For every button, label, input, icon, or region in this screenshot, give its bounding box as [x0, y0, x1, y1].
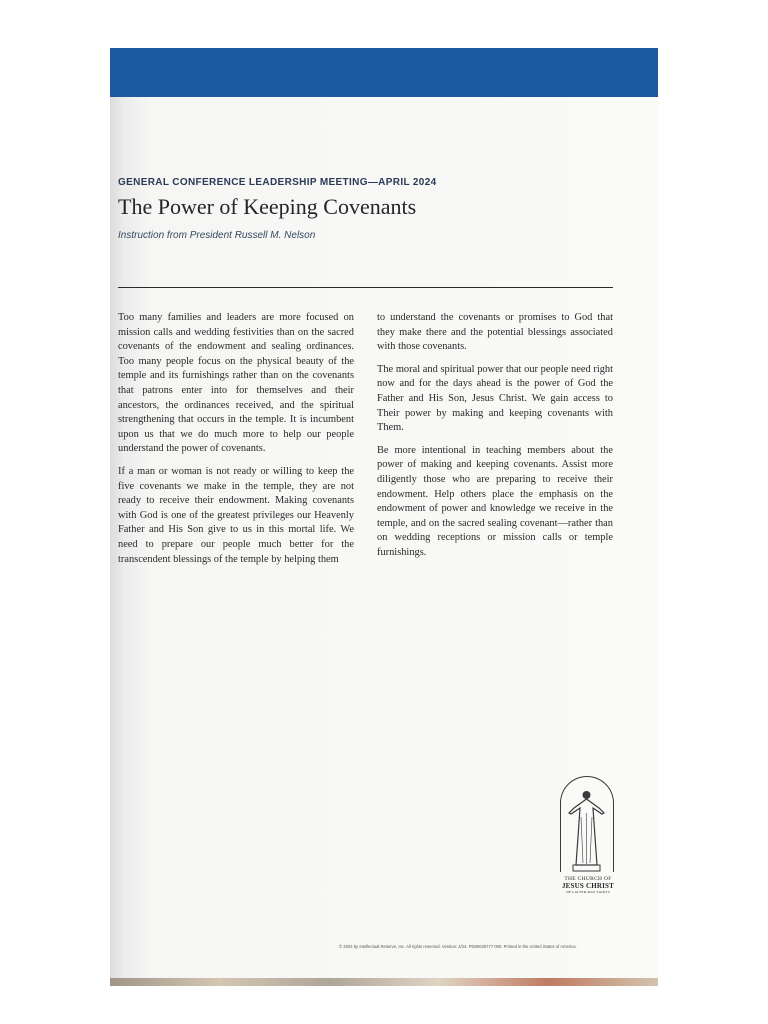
- paragraph: The moral and spiritual power that our people need right now and for the days ahead is the power of God the Father and His Son, Jesus Christ. We gain access to Their power by making and keeping covenants with Them.: [377, 363, 613, 434]
- paragraph: Too many families and leaders are more focused on mission calls and wedding festivities than on the sacred covenants of the endowment and sealing ordinances. Too many people focus on the physical beauty of the temple and its furnishings rather than on the covenants that patrons enter into for themselves and their ancestors, the ordinances received, and the spiritual strengthening that occurs in the temple. It is incumbent upon us that we do much more to help our people understand the power of covenants.: [118, 312, 354, 455]
- body-column-left: [118, 311, 354, 575]
- page-subtitle: Instruction from President Russell M. Nelson: [118, 230, 316, 241]
- header-divider: [118, 287, 613, 288]
- copyright-notice: © 2024 by Intellectual Reserve, Inc. All rights reserved. Version: 4/24. PD80035777 000. Printed in the United States of America.: [339, 944, 577, 949]
- logo-line-3: OF LATTER-DAY SAINTS: [566, 890, 610, 894]
- page-title: The Power of Keeping Covenants: [118, 194, 417, 219]
- paragraph: to understand the covenants or promises to God that they make there and the potential blessings associated with those covenants.: [377, 312, 613, 353]
- document-page: [110, 48, 658, 978]
- paragraph: Be more intentional in teaching members about the power of making and keeping covenants. Assist more diligently those who are preparing to receive their endowment. Help others place the emphasis on the endowment of power and knowledge we receive in the temple, and on the sacred sealing covenant—rather than on wedding receptions or mission calls or temple furnishings.: [377, 444, 613, 558]
- logo-arch: [560, 776, 614, 872]
- logo-wordmark: [557, 876, 619, 894]
- header-color-band: [110, 48, 658, 97]
- logo-line-2: JESUS CHRIST: [561, 882, 614, 890]
- logo-line-1: THE CHURCH OF: [564, 876, 612, 882]
- meeting-eyebrow: GENERAL CONFERENCE LEADERSHIP MEETING—APRIL 2024: [118, 177, 437, 188]
- body-column-right: [377, 311, 613, 569]
- paragraph: If a man or woman is not ready or willing to keep the five covenants we make in the temple, they are not ready to receive their endowment. Making covenants with God is one of the greatest privileges our Heavenly Father and His Son give to us in this mortal life. We need to prepare our people much better for the transcendent blessings of the temple by helping them: [118, 465, 354, 565]
- scan-edge-strip: [110, 978, 658, 986]
- christus-statue-icon: [561, 777, 612, 872]
- church-logo: [557, 776, 619, 904]
